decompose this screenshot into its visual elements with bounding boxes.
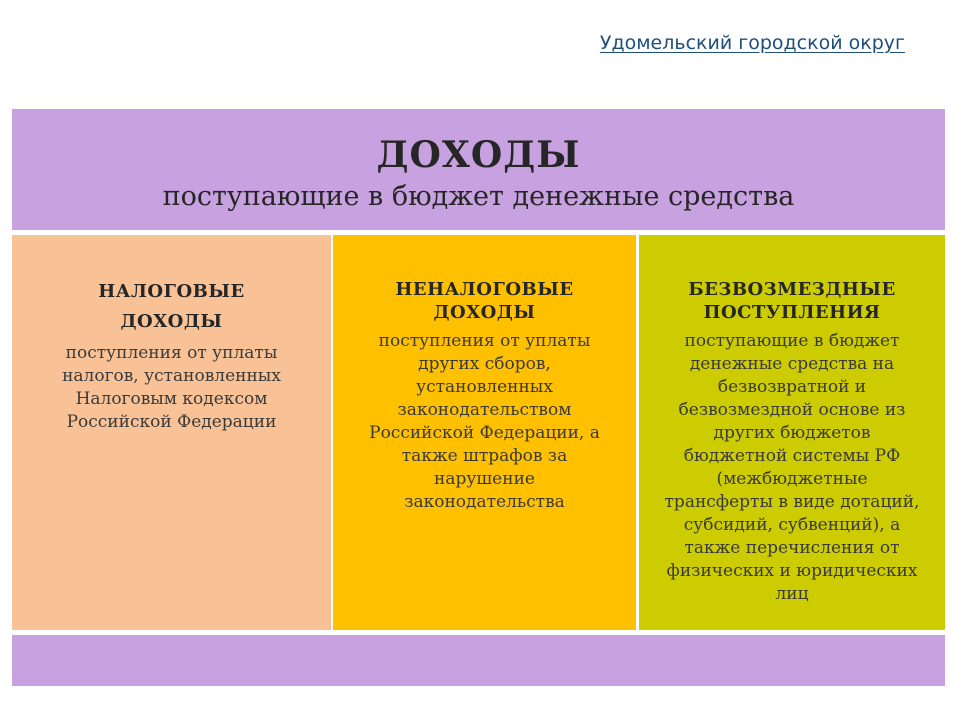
description-line: трансферты в виде дотаций, xyxy=(664,492,920,512)
description-line: Российской Федерации, а xyxy=(369,423,600,443)
column-title-line: БЕЗВОЗМЕЗДНЫЕ xyxy=(688,279,896,300)
description-line: также штрафов за xyxy=(401,446,568,466)
description-line: физических и юридических xyxy=(666,561,918,581)
description-line: также перечисления от xyxy=(684,538,900,558)
column-non-tax-revenue xyxy=(333,235,636,630)
description-line: законодательства xyxy=(404,492,565,512)
description-line: других сборов, xyxy=(418,354,551,374)
description-line: лиц xyxy=(775,584,809,604)
header-band xyxy=(12,109,945,230)
description-line: Российской Федерации xyxy=(66,412,277,432)
description-line: (межбюджетные xyxy=(716,469,868,489)
column-gratuitous-receipts xyxy=(639,235,945,630)
footer-band xyxy=(12,635,945,686)
description-line: законодательством xyxy=(397,400,572,420)
description-line: других бюджетов xyxy=(713,423,871,443)
page-title: ДОХОДЫ xyxy=(376,134,581,176)
column-title-line: ДОХОДЫ xyxy=(433,302,536,323)
description-line: налогов, установленных xyxy=(62,366,281,386)
column-tax-revenue xyxy=(12,235,331,630)
column-description xyxy=(645,330,939,606)
column-title-line: ПОСТУПЛЕНИЯ xyxy=(703,302,881,323)
description-line: поступления от уплаты xyxy=(65,343,278,363)
column-title-line: НАЛОГОВЫЕ xyxy=(98,281,245,302)
description-line: денежные средства на xyxy=(689,354,895,374)
description-line: поступления от уплаты xyxy=(378,331,591,351)
description-line: безвозвратной и xyxy=(717,377,867,397)
column-title-line: НЕНАЛОГОВЫЕ xyxy=(395,279,574,300)
column-description xyxy=(343,330,626,514)
column-title xyxy=(639,278,945,324)
description-line: субсидий, субвенций), а xyxy=(683,515,901,535)
column-title xyxy=(333,278,636,324)
description-line: поступающие в бюджет xyxy=(684,331,900,351)
description-line: нарушение xyxy=(434,469,535,489)
column-title xyxy=(12,277,331,337)
page-subtitle: поступающие в бюджет денежные средства xyxy=(162,181,795,212)
description-line: безвозмездной основе из xyxy=(678,400,906,420)
description-line: бюджетной системы РФ xyxy=(683,446,901,466)
description-line: установленных xyxy=(416,377,553,397)
column-description xyxy=(24,342,319,434)
revenue-panel xyxy=(12,109,945,686)
district-link[interactable]: Удомельский городской округ xyxy=(599,32,905,54)
description-line: Налоговым кодексом xyxy=(75,389,268,409)
column-title-line: ДОХОДЫ xyxy=(120,311,223,332)
